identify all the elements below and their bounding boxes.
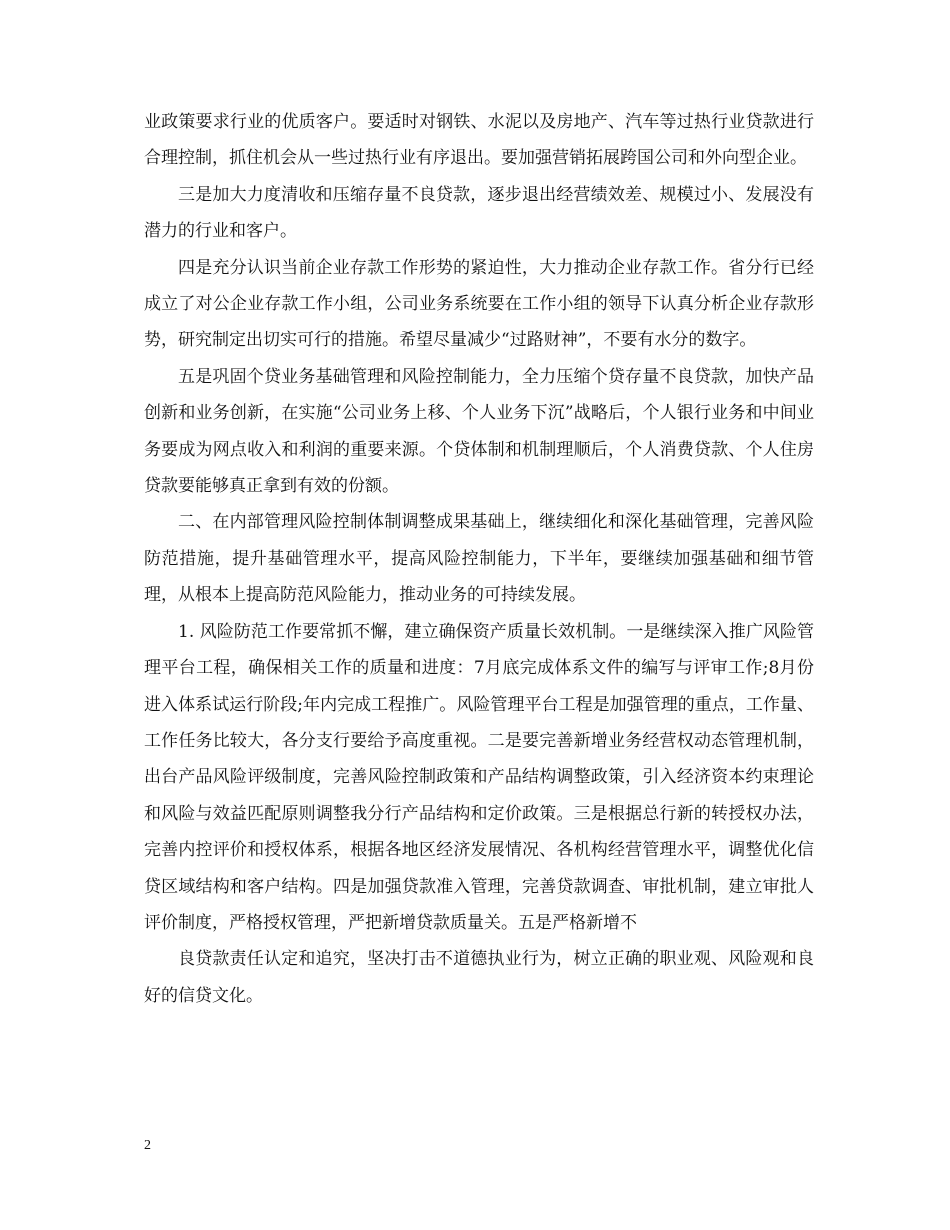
paragraph-item-one-continued: 良贷款责任认定和追究，坚决打击不道德执业行为，树立正确的职业观、风险观和良好的信贷文化。: [144, 949, 814, 1006]
page-number: 2: [144, 1138, 151, 1153]
paragraph-point-three: 三是加大力度清收和压缩存量不良贷款，逐步退出经营绩效差、规模过小、发展没有潜力的行业和客户。: [144, 184, 814, 242]
paragraph-section-two: 二、在内部管理风险控制体制调整成果基础上，继续细化和深化基础管理，完善风险防范措施，提升基础管理水平，提高风险控制能力，下半年，要继续加强基础和细节管理，从根本上提高防范风险能力，推动业务的可持续发展。: [144, 512, 814, 606]
paragraph-point-five: 五是巩固个贷业务基础管理和风险控制能力，全力压缩个贷存量不良贷款，加快产品创新和业务创新，在实施“公司业务上移、个人业务下沉”战略后，个人银行业务和中间业务要成为网点收入和利润的重要来源。个贷体制和机制理顺后，个人消费贷款、个人住房贷款要能够真正拿到有效的份额。: [144, 366, 814, 497]
document-body: [144, 104, 814, 1014]
paragraph-continuation: 业政策要求行业的优质客户。要适时对钢铁、水泥以及房地产、汽车等过热行业贷款进行合理控制，抓住机会从一些过热行业有序退出。要加强营销拓展跨国公司和外向型企业。: [144, 112, 814, 169]
paragraph-item-one: 1. 风险防范工作要常抓不懈，建立确保资产质量长效机制。一是继续深入推广风险管理平台工程，确保相关工作的质量和进度：7月底完成体系文件的编写与评审工作;8月份进入体系试运行阶段;年内完成工程推广。风险管理平台工程是加强管理的重点，工作量、工作任务比较大，各分支行要给予高度重视。二是要完善新增业务经营权动态管理机制，出台产品风险评级制度，完善风险控制政策和产品结构调整政策，引入经济资本约束理论和风险与效益匹配原则调整我分行产品结构和定价政策。三是根据总行新的转授权办法，完善内控评价和授权体系，根据各地区经济发展情况、各机构经营管理水平，调整优化信贷区域结构和客户结构。四是加强贷款准入管理，完善贷款调查、审批机制，建立审批人评价制度，严格授权管理，严把新增贷款质量关。五是严格新增不: [144, 621, 814, 933]
paragraph-point-four: 四是充分认识当前企业存款工作形势的紧迫性，大力推动企业存款工作。省分行已经成立了对公企业存款工作小组，公司业务系统要在工作小组的领导下认真分析企业存款形势，研究制定出切实可行的措施。希望尽量减少“过路财神”，不要有水分的数字。: [144, 257, 814, 351]
